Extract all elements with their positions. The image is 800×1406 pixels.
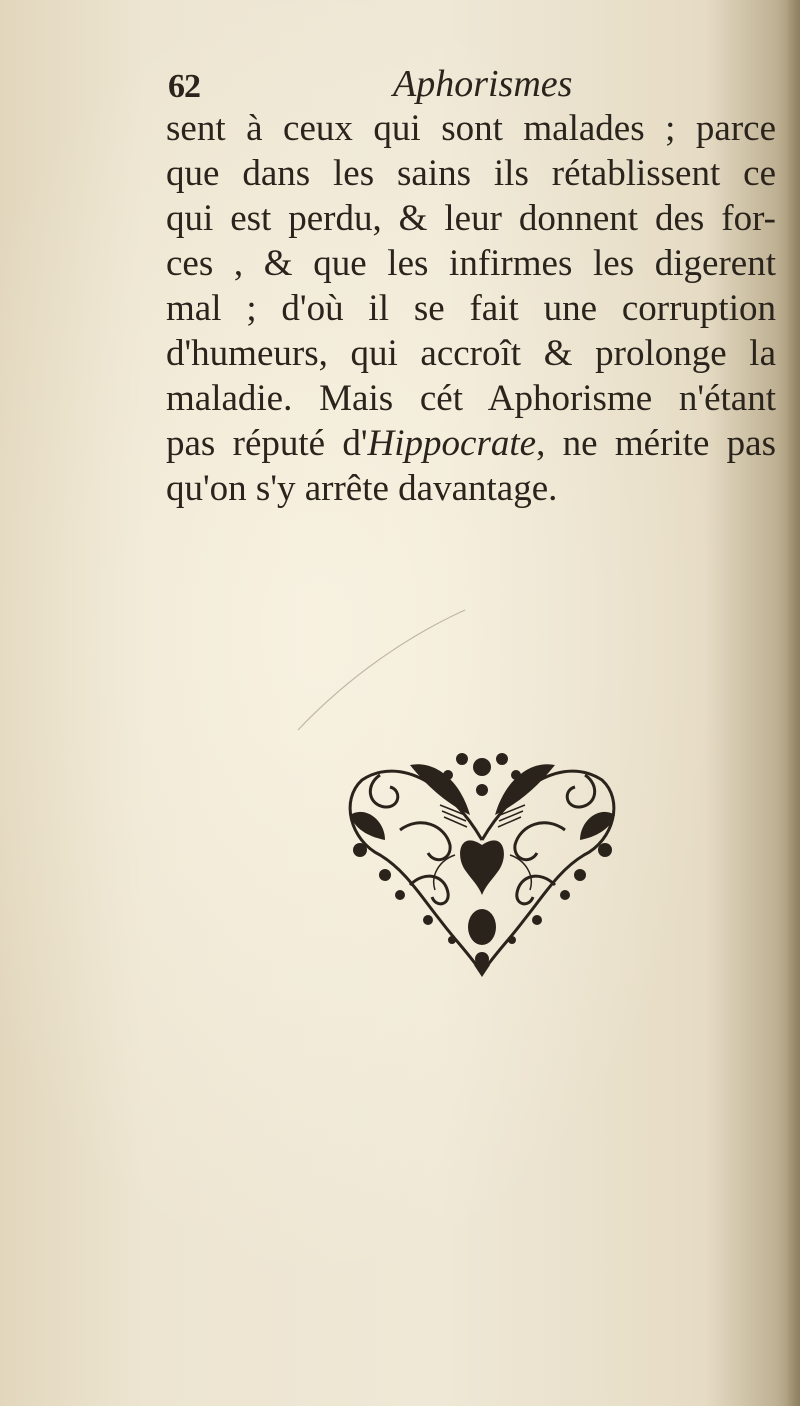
text-fragment: pas réputé d' xyxy=(166,423,368,464)
page-number: 62 xyxy=(168,68,200,105)
text-line: sent à ceux qui sont malades ; parce xyxy=(166,108,776,149)
text-line: que dans les sains ils rétablissent ce xyxy=(166,153,776,194)
floral-ornament xyxy=(340,745,625,980)
running-head: Aphorismes xyxy=(393,63,573,105)
text-line: mal ; d'où il se fait une corruption xyxy=(166,288,776,329)
text-line: maladie. Mais cét Aphorisme n'étant xyxy=(166,378,776,419)
text-line: qui est perdu, & leur donnent des for- xyxy=(166,198,776,239)
body-text xyxy=(166,106,776,511)
text-line: ces , & que les infirmes les digerent xyxy=(166,243,776,284)
text-line: d'humeurs, qui accroît & prolonge la xyxy=(166,333,776,374)
author-name: Hippocrate xyxy=(367,423,537,464)
page-edge-shadow xyxy=(786,0,800,1406)
text-fragment: , ne mérite pas xyxy=(536,423,776,464)
stray-pencil-mark xyxy=(290,605,470,735)
text-line: qu'on s'y arrête davantage. xyxy=(166,468,558,509)
page-header xyxy=(168,62,768,112)
text-line xyxy=(166,421,776,466)
